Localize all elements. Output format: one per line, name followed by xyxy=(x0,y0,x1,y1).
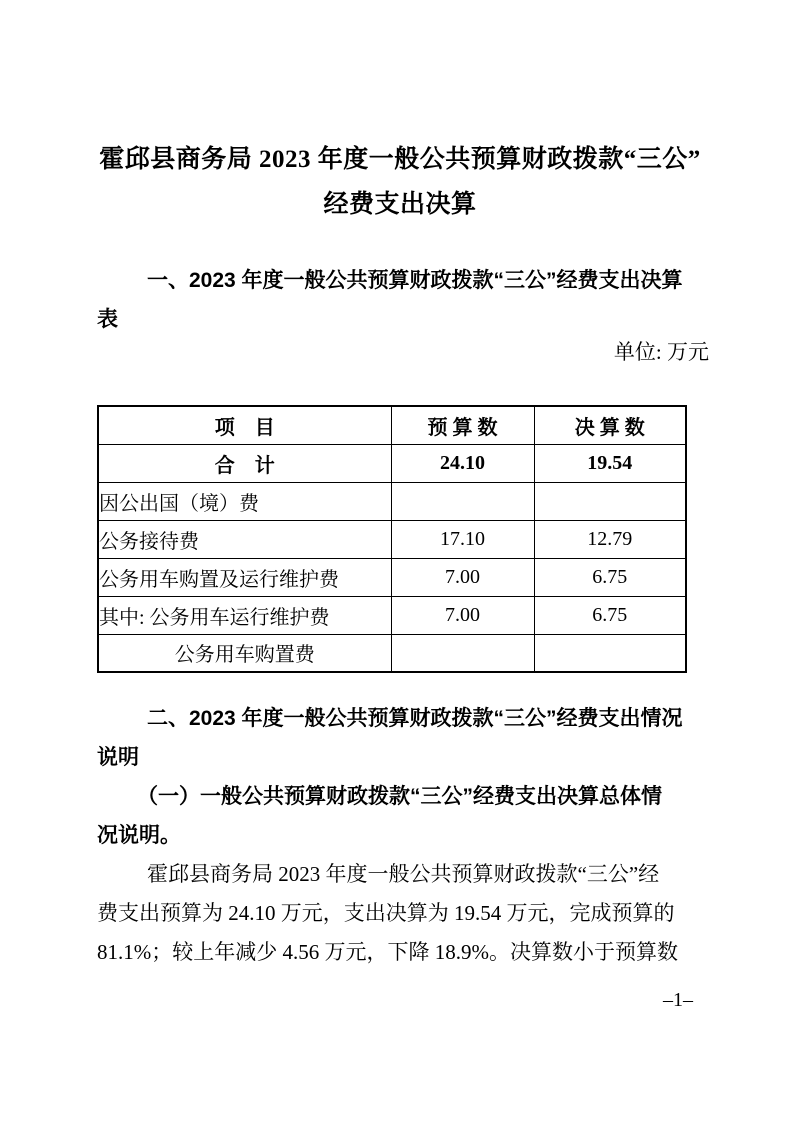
budget-value: 24.10 xyxy=(391,444,534,482)
final-value: 6.75 xyxy=(534,596,686,634)
budget-value xyxy=(391,482,534,520)
table-row-total xyxy=(98,444,686,482)
row-label: 因公出国（境）费 xyxy=(98,482,391,520)
column-header-item: 项 目 xyxy=(98,406,391,444)
table-header-row xyxy=(98,406,686,444)
table-row-vehicle-maintenance xyxy=(98,596,686,634)
table-row-vehicle-purchase xyxy=(98,634,686,672)
final-value: 19.54 xyxy=(534,444,686,482)
budget-value: 7.00 xyxy=(391,558,534,596)
title-line-2: 经费支出决算 xyxy=(323,191,477,218)
budget-value: 17.10 xyxy=(391,520,534,558)
title-line-1: 霍邱县商务局 2023 年度一般公共预算财政拨款“三公” xyxy=(99,146,701,173)
section-one-heading-line-2: 表 xyxy=(97,308,118,331)
row-label: 公务用车购置费 xyxy=(98,634,391,672)
row-label: 合 计 xyxy=(98,444,391,482)
page-number: –1– xyxy=(663,989,693,1011)
budget-value xyxy=(391,634,534,672)
paragraph-line-2: 费支出预算为 24.10 万元，支出决算为 19.54 万元，完成预算的 xyxy=(97,901,675,925)
section-two-heading-line-2: 说明 xyxy=(97,746,139,769)
final-value: 12.79 xyxy=(534,520,686,558)
paragraph-line-3: 81.1%；较上年减少 4.56 万元，下降 18.9%。决算数小于预算数 xyxy=(97,940,678,964)
section-two-subheading-line-2: 况说明。 xyxy=(97,824,181,847)
section-two-subheading-line-1: （一）一般公共预算财政拨款“三公”经费支出决算总体情 xyxy=(137,785,662,808)
section-two-heading-line-1: 二、2023 年度一般公共预算财政拨款“三公”经费支出情况 xyxy=(147,707,683,730)
row-label: 公务用车购置及运行维护费 xyxy=(98,558,391,596)
final-value xyxy=(534,634,686,672)
budget-value: 7.00 xyxy=(391,596,534,634)
table-row-reception xyxy=(98,520,686,558)
sangong-expense-table xyxy=(97,405,687,673)
table-row-abroad xyxy=(98,482,686,520)
column-header-final: 决 算 数 xyxy=(534,406,686,444)
final-value xyxy=(534,482,686,520)
column-header-budget: 预 算 数 xyxy=(391,406,534,444)
section-one-heading-line-1: 一、2023 年度一般公共预算财政拨款“三公”经费支出决算 xyxy=(147,269,683,292)
unit-label: 单位: 万元 xyxy=(613,340,709,364)
section-one-heading xyxy=(97,261,709,339)
row-label: 公务接待费 xyxy=(98,520,391,558)
section-two xyxy=(97,699,709,972)
row-label: 其中: 公务用车运行维护费 xyxy=(98,596,391,634)
table-row-vehicle-total xyxy=(98,558,686,596)
final-value: 6.75 xyxy=(534,558,686,596)
paragraph-line-1: 霍邱县商务局 2023 年度一般公共预算财政拨款“三公”经 xyxy=(147,862,660,886)
document-title xyxy=(97,137,703,227)
